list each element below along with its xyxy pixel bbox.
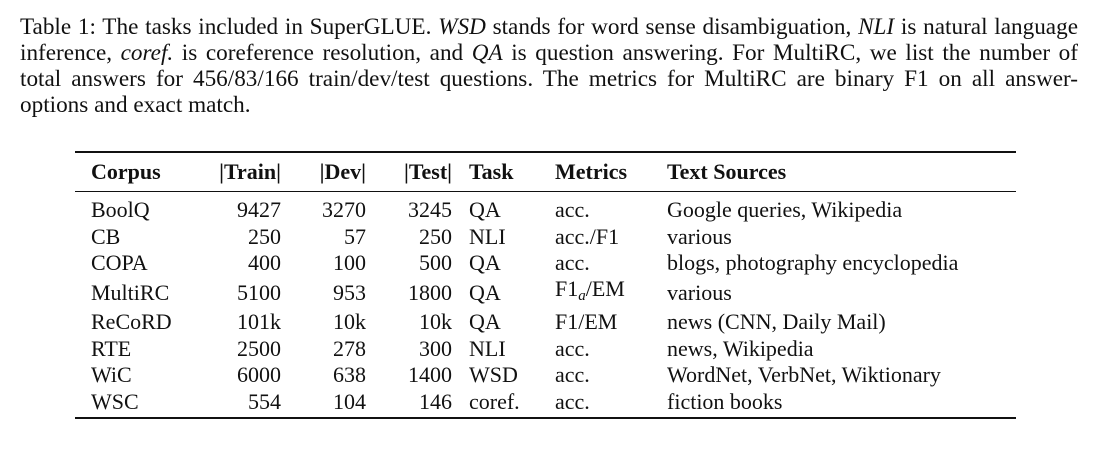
cell-sources: blogs, photography encyclopedia	[667, 249, 959, 275]
cell-test: 500	[419, 249, 452, 275]
cell-train: 6000	[237, 362, 281, 388]
cell-sources: WordNet, VerbNet, Wiktionary	[667, 362, 941, 388]
cell-task: coref.	[469, 388, 520, 414]
cell-metrics: acc.	[555, 362, 590, 388]
cell-metrics: acc.	[555, 335, 590, 361]
caption-prefix: Table 1: The tasks included in SuperGLUE.	[20, 14, 439, 40]
cell-sources: fiction books	[667, 388, 783, 414]
table-row	[75, 309, 1016, 335]
cell-metrics: acc.	[555, 388, 590, 414]
table-row	[75, 388, 1016, 414]
caption-qa-abbr: QA	[471, 40, 503, 66]
table-caption	[20, 14, 1078, 118]
cell-corpus: WiC	[91, 362, 132, 388]
cell-metrics: acc.	[555, 249, 590, 275]
cell-sources: various	[667, 279, 732, 305]
table-bottom-rule	[75, 417, 1016, 419]
header-text-sources: Text Sources	[667, 159, 787, 184]
cell-test: 250	[419, 223, 452, 249]
table-row	[75, 250, 1016, 276]
cell-test: 1400	[408, 362, 452, 388]
cell-corpus: WSC	[91, 388, 139, 414]
cell-sources: Google queries, Wikipedia	[667, 197, 903, 223]
cell-sources: news, Wikipedia	[667, 335, 814, 361]
table-row	[75, 223, 1016, 249]
header-dev: |Dev|	[319, 159, 366, 184]
cell-dev: 3270	[322, 197, 366, 223]
cell-corpus: RTE	[91, 335, 132, 361]
cell-task: WSD	[469, 362, 518, 388]
metrics-main: F1	[555, 276, 579, 302]
cell-corpus: BoolQ	[91, 197, 150, 223]
cell-test: 3245	[408, 197, 452, 223]
header-test: |Test|	[404, 159, 452, 184]
cell-train: 2500	[237, 335, 281, 361]
table-header-row	[75, 153, 1016, 191]
cell-train: 400	[248, 249, 281, 275]
header-metrics: Metrics	[555, 159, 628, 184]
cell-corpus: ReCoRD	[91, 309, 172, 335]
caption-seg2: is natural language inference,	[20, 14, 1078, 66]
cell-dev: 10k	[333, 309, 366, 335]
metrics-rest: /EM	[585, 276, 625, 302]
caption-wsd-abbr: WSD	[438, 14, 486, 40]
table-row	[75, 276, 1016, 309]
cell-train: 5100	[237, 279, 281, 305]
cell-corpus: COPA	[91, 249, 148, 275]
cell-test: 146	[419, 388, 452, 414]
cell-dev: 278	[333, 335, 366, 361]
metrics-subscript: a	[578, 288, 586, 305]
caption-coref-abbr: coref.	[120, 40, 174, 66]
cell-dev: 638	[333, 362, 366, 388]
cell-corpus: MultiRC	[91, 279, 170, 305]
cell-metrics: acc.	[555, 197, 590, 223]
cell-corpus: CB	[91, 223, 121, 249]
cell-sources: various	[667, 223, 732, 249]
caption-seg4: is question answering. For MultiRC, we list the number of total answers for 456/83/166 train/dev/test questions. The metrics for MultiRC are binary F1 on all answer-options and exact match.	[20, 40, 1078, 118]
cell-sources: news (CNN, Daily Mail)	[667, 309, 886, 335]
cell-dev: 953	[333, 279, 366, 305]
table-row	[75, 336, 1016, 362]
header-corpus: Corpus	[91, 159, 161, 184]
cell-train: 101k	[237, 309, 281, 335]
table-row	[75, 197, 1016, 223]
cell-metrics: F1/EM	[555, 309, 618, 335]
cell-train: 9427	[237, 197, 281, 223]
cell-task: QA	[469, 309, 501, 335]
cell-test: 300	[419, 335, 452, 361]
cell-task: QA	[469, 279, 501, 305]
cell-dev: 104	[333, 388, 366, 414]
header-train: |Train|	[219, 159, 281, 184]
cell-task: QA	[469, 197, 501, 223]
cell-train: 250	[248, 223, 281, 249]
cell-metrics: acc./F1	[555, 223, 620, 249]
cell-dev: 100	[333, 249, 366, 275]
cell-task: NLI	[469, 335, 506, 361]
cell-train: 554	[248, 388, 281, 414]
caption-seg3: is coreference resolution, and	[173, 40, 472, 66]
cell-test: 10k	[419, 309, 452, 335]
cell-task: NLI	[469, 223, 506, 249]
cell-dev: 57	[344, 223, 366, 249]
superglue-tasks-table	[75, 153, 1016, 415]
cell-metrics	[555, 276, 667, 309]
cell-test: 1800	[408, 279, 452, 305]
cell-task: QA	[469, 249, 501, 275]
header-task: Task	[469, 159, 514, 184]
table-row	[75, 362, 1016, 388]
caption-seg1: stands for word sense disambiguation,	[485, 14, 859, 40]
caption-nli-abbr: NLI	[858, 14, 895, 40]
